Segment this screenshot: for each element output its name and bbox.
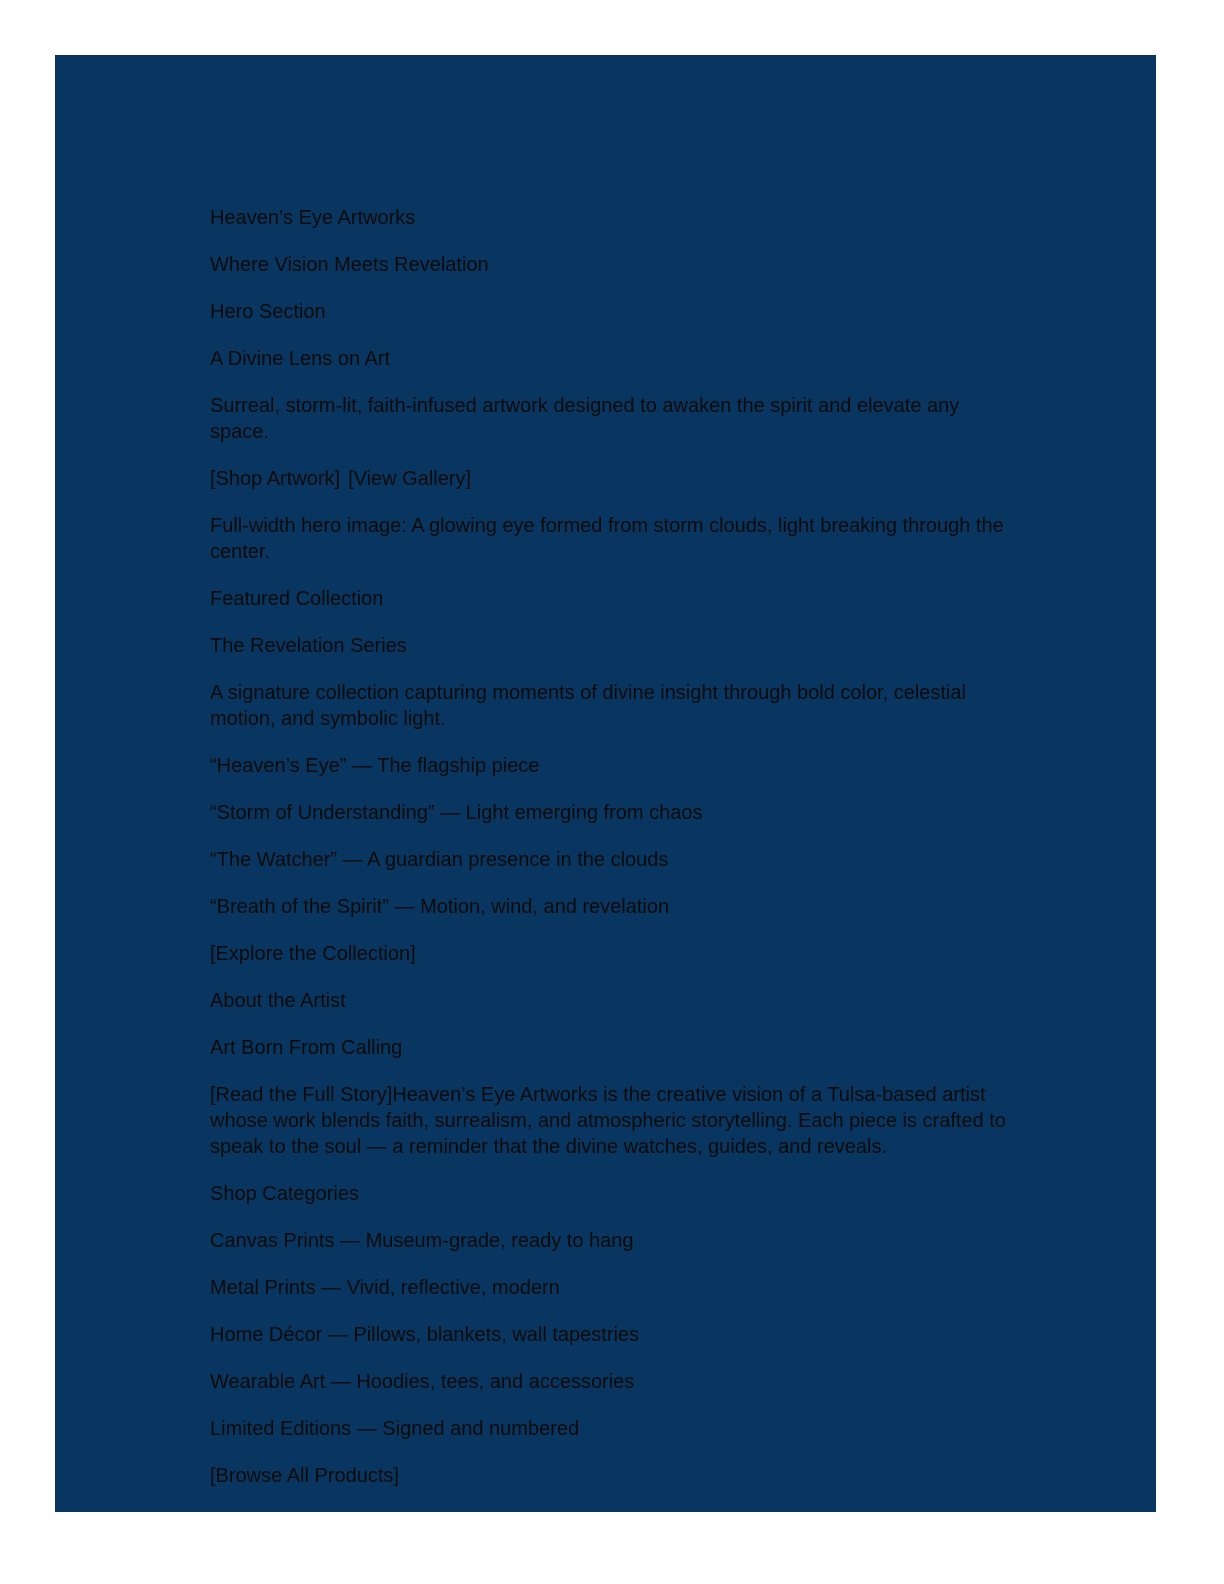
hero-description: Surreal, storm-lit, faith-infused artwork designed to awaken the spirit and elevate any space. (210, 395, 960, 443)
document-content (210, 205, 1010, 1510)
shop-category-item: Canvas Prints — Museum-grade, ready to hang (210, 1230, 634, 1252)
hero-section-label: Hero Section (210, 301, 326, 323)
shop-category-item: Home Décor — Pillows, blankets, wall tapestries (210, 1324, 640, 1346)
hero-buttons (210, 466, 1010, 492)
browse-products-row (210, 1463, 1010, 1489)
shop-category-item: Wearable Art — Hoodies, tees, and accessories (210, 1371, 635, 1393)
about-section-label: About the Artist (210, 990, 346, 1012)
site-title: Heaven’s Eye Artworks (210, 207, 416, 229)
about-heading: Art Born From Calling (210, 1037, 403, 1059)
hero-image-note: Full-width hero image: A glowing eye formed from storm clouds, light breaking through the center. (210, 515, 1004, 563)
featured-description: A signature collection capturing moments of divine insight through bold color, celestial motion, and symbolic light. (210, 682, 966, 730)
shop-artwork-button[interactable]: [Shop Artwork] (210, 468, 341, 490)
featured-item: “Storm of Understanding” — Light emerging from chaos (210, 802, 703, 824)
explore-collection-button[interactable]: [Explore the Collection] (210, 943, 416, 965)
featured-item: “The Watcher” — A guardian presence in the clouds (210, 849, 669, 871)
shop-category-item: Limited Editions — Signed and numbered (210, 1418, 580, 1440)
read-full-story-button[interactable]: [Read the Full Story] (210, 1084, 393, 1106)
explore-collection-row (210, 941, 1010, 967)
view-gallery-button[interactable]: [View Gallery] (348, 468, 472, 490)
featured-item: “Breath of the Spirit” — Motion, wind, and revelation (210, 896, 670, 918)
featured-item: “Heaven’s Eye” — The flagship piece (210, 755, 540, 777)
shop-section-label: Shop Categories (210, 1183, 359, 1205)
browse-all-products-button[interactable]: [Browse All Products] (210, 1465, 399, 1487)
hero-heading: A Divine Lens on Art (210, 348, 391, 370)
tagline: Where Vision Meets Revelation (210, 254, 489, 276)
featured-section-label: Featured Collection (210, 588, 384, 610)
about-text: Heaven’s Eye Artworks is the creative vision of a Tulsa-based artist whose work blends faith, surrealism, and atmospheric storytelling. Each piece is crafted to speak to the soul — a reminder that the divine watches, guides, and reveals. (210, 1084, 1006, 1158)
about-body (210, 1082, 1010, 1160)
shop-category-item: Metal Prints — Vivid, reflective, modern (210, 1277, 560, 1299)
featured-heading: The Revelation Series (210, 635, 407, 657)
